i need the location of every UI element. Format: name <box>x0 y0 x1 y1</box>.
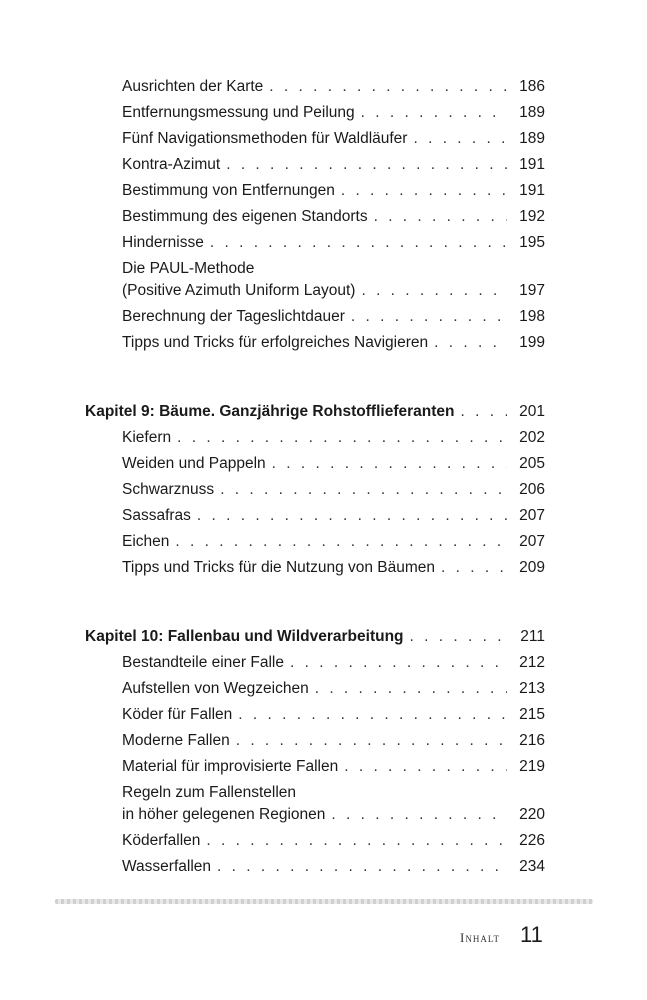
toc-entry[interactable] <box>122 129 545 149</box>
toc-entry-title: Ausrichten der Karte <box>122 78 264 95</box>
leader-dots <box>413 129 507 149</box>
toc-entry-page: 191 <box>519 156 545 173</box>
toc-entry-page: 195 <box>519 234 545 251</box>
leader-dots <box>441 558 507 578</box>
toc-entry-page: 234 <box>519 858 545 875</box>
running-footer-label: Inhalt <box>460 930 500 945</box>
toc-entry-title: Bestandteile einer Falle <box>122 654 284 671</box>
toc-entry-title: Wasserfallen <box>122 858 212 875</box>
toc-entry-page: 199 <box>519 334 545 351</box>
leader-dots <box>236 731 507 751</box>
toc-entry-title: Eichen <box>122 533 170 550</box>
leader-dots <box>315 679 507 699</box>
toc-entry[interactable] <box>122 506 545 526</box>
toc-entry-title: Schwarznuss <box>122 481 215 498</box>
toc-chapter-title: Kapitel 10: Fallenbau und Wildverarbeitung <box>85 628 404 645</box>
toc-entry-title: Sassafras <box>122 507 191 524</box>
toc-entry-title: Hindernisse <box>122 234 204 251</box>
leader-dots <box>220 480 507 500</box>
toc-entry[interactable] <box>122 805 545 825</box>
leader-dots <box>344 757 507 777</box>
toc-chapter-page: 211 <box>520 628 545 645</box>
toc-entry[interactable] <box>122 333 545 353</box>
leader-dots <box>206 831 507 851</box>
toc-entry[interactable] <box>122 103 545 123</box>
leader-dots <box>361 281 507 301</box>
toc-entry-page: 216 <box>519 732 545 749</box>
toc-entry-page: 220 <box>519 806 545 823</box>
leader-dots <box>197 506 507 526</box>
toc-entry[interactable] <box>122 705 545 725</box>
toc-entry-page: 191 <box>519 182 545 199</box>
toc-entry-title: Kontra-Azimut <box>122 156 221 173</box>
toc-entry[interactable] <box>122 757 545 777</box>
toc-entry[interactable] <box>122 731 545 751</box>
toc-entry[interactable] <box>122 155 545 175</box>
toc-entry[interactable] <box>122 233 545 253</box>
footer-divider <box>55 899 593 904</box>
toc-entry[interactable] <box>122 428 545 448</box>
toc-entry-title: Tipps und Tricks für die Nutzung von Bäumen <box>122 559 436 576</box>
toc-entry-title: Entfernungsmessung und Peilung <box>122 104 355 121</box>
toc-entry-page: 205 <box>519 455 545 472</box>
leader-dots <box>410 627 507 647</box>
toc-entry-title: in höher gelegenen Regionen <box>122 806 326 823</box>
toc-entry[interactable] <box>122 207 545 227</box>
toc-entry[interactable] <box>122 454 545 474</box>
toc-entry-page: 226 <box>519 832 545 849</box>
leader-dots <box>434 333 507 353</box>
toc-entry-title: (Positive Azimuth Uniform Layout) <box>122 282 356 299</box>
leader-dots <box>361 103 507 123</box>
toc-entry[interactable] <box>122 480 545 500</box>
toc-entry[interactable] <box>122 307 545 327</box>
toc-entry[interactable] <box>122 679 545 699</box>
toc-entry-page: 209 <box>519 559 545 576</box>
leader-dots <box>217 857 507 877</box>
toc-entry-title: Berechnung der Tageslichtdauer <box>122 308 345 325</box>
toc-entry-title: Köder für Fallen <box>122 706 233 723</box>
toc-chapter-title: Kapitel 9: Bäume. Ganzjährige Rohstofflieferanten <box>85 403 455 420</box>
leader-dots <box>269 77 507 97</box>
leader-dots <box>175 532 507 552</box>
toc-entry[interactable] <box>122 831 545 851</box>
toc-entry[interactable] <box>122 532 545 552</box>
page-number: 11 <box>520 922 543 947</box>
toc-chapter-page: 201 <box>519 403 545 420</box>
toc-entry-page: 207 <box>519 507 545 524</box>
leader-dots <box>226 155 507 175</box>
toc-entry-title: Köderfallen <box>122 832 201 849</box>
toc-entry-title: Bestimmung des eigenen Standorts <box>122 208 368 225</box>
toc-entry-page: 189 <box>519 104 545 121</box>
toc-entry[interactable] <box>122 281 545 301</box>
toc-entry[interactable] <box>122 558 545 578</box>
toc-entry-title: Material für improvisierte Fallen <box>122 758 339 775</box>
toc-entry-page: 212 <box>519 654 545 671</box>
toc-entry-page: 207 <box>519 533 545 550</box>
toc-entry-title: Aufstellen von Wegzeichen <box>122 680 309 697</box>
leader-dots <box>460 402 507 422</box>
leader-dots <box>238 705 507 725</box>
toc-entry-page: 215 <box>519 706 545 723</box>
toc-entry-page: 213 <box>519 680 545 697</box>
toc-entry-title: Moderne Fallen <box>122 732 230 749</box>
toc-entry-title: Weiden und Pappeln <box>122 455 266 472</box>
leader-dots <box>351 307 507 327</box>
toc-chapter-heading[interactable] <box>85 402 545 422</box>
toc-entry-title-line1: Die PAUL-Methode <box>122 260 255 277</box>
toc-entry-title-line1: Regeln zum Fallenstellen <box>122 784 297 801</box>
toc-entry-page: 186 <box>519 78 545 95</box>
toc-entry-page: 198 <box>519 308 545 325</box>
toc-entry-page: 202 <box>519 429 545 446</box>
toc-entry-page: 192 <box>519 208 545 225</box>
toc-entry[interactable] <box>122 653 545 673</box>
leader-dots <box>341 181 507 201</box>
toc-entry-page: 189 <box>519 130 545 147</box>
leader-dots <box>272 454 507 474</box>
toc-entry-page: 219 <box>519 758 545 775</box>
toc-entry-page: 206 <box>519 481 545 498</box>
toc-entry-title: Tipps und Tricks für erfolgreiches Navigieren <box>122 334 429 351</box>
toc-entry-title: Bestimmung von Entfernungen <box>122 182 335 199</box>
toc-entry-title: Fünf Navigationsmethoden für Waldläufer <box>122 130 408 147</box>
leader-dots <box>290 653 507 673</box>
toc-entry[interactable] <box>122 77 545 97</box>
toc-entry[interactable] <box>122 857 545 877</box>
leader-dots <box>177 428 507 448</box>
leader-dots <box>331 805 507 825</box>
leader-dots <box>210 233 507 253</box>
toc-chapter-heading[interactable] <box>85 627 545 647</box>
leader-dots <box>374 207 507 227</box>
toc-entry-page: 197 <box>519 282 545 299</box>
toc-entry[interactable] <box>122 181 545 201</box>
toc-entry-title: Kiefern <box>122 429 172 446</box>
